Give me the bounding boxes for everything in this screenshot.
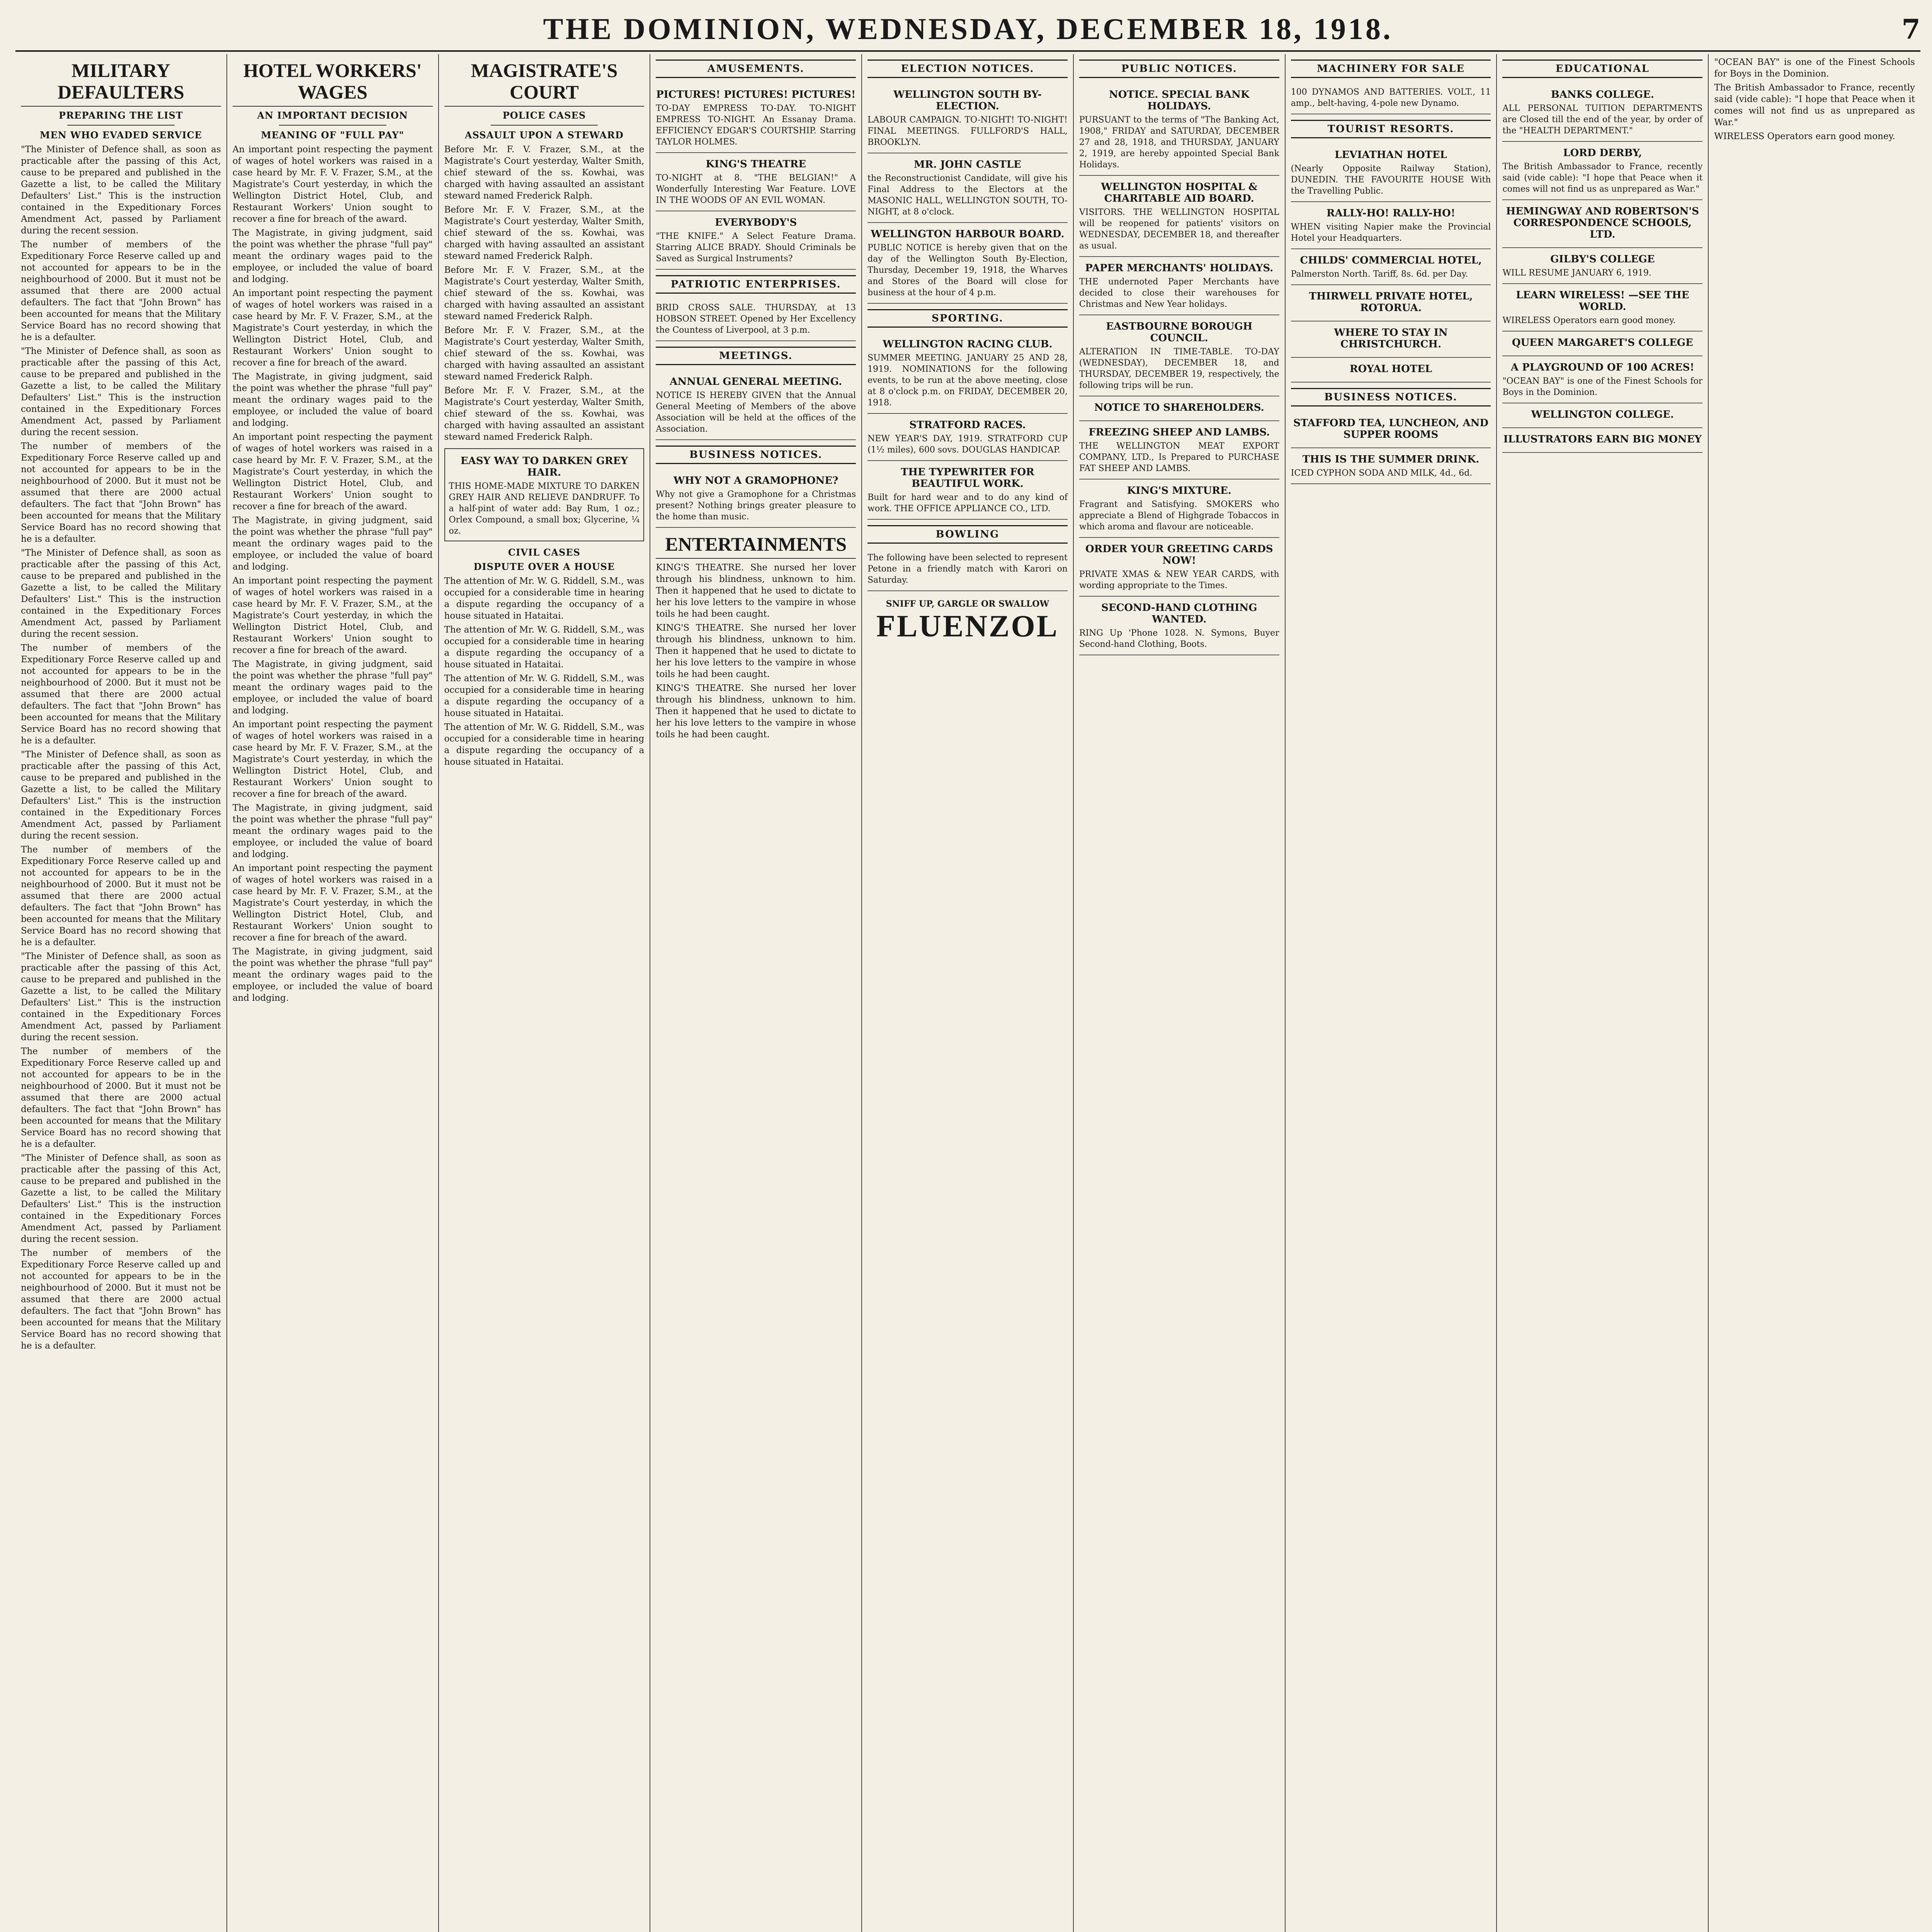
ad-text: WHEN visiting Napier make the Provincial Hotel your Headquarters. (1291, 222, 1491, 243)
ad-text: NEW YEAR'S DAY, 1919. STRATFORD CUP (1½ miles), 600 sovs. DOUGLAS HANDICAP. (867, 434, 1068, 455)
classified-ad (1079, 421, 1279, 480)
column-8 (1497, 54, 1709, 1932)
section-header: BUSINESS NOTICES. (1291, 388, 1491, 406)
classified-ad (867, 83, 1068, 153)
ad-heading: STAFFORD TEA, LUNCHEON, AND SUPPER ROOMS (1293, 417, 1488, 440)
ad-heading: PICTURES! PICTURES! PICTURES! (656, 89, 856, 100)
article-paragraph: An important point respecting the payment of wages of hotel workers was raised in a case heard by Mr. F. V. Frazer, S.M., at the Magistrate's Court yesterday, in which the Wellington District Hotel, Club, and Restaurant Workers' Union sought to recover a fine for breach of the award. (232, 576, 433, 655)
masthead (15, 8, 1920, 52)
page-columns (15, 54, 1920, 1932)
ad-text: VISITORS. THE WELLINGTON HOSPITAL will be reopened for patients' visitors on WEDNESDAY, DECEMBER 18, and thereafter as usual. (1079, 207, 1279, 251)
article-subheading: MEANING OF "FULL PAY" (261, 129, 404, 141)
ad-text: the Reconstructionist Candidate, will give his Final Address to the Electors at the MASONIC HALL, WELLINGTON SOUTH, TO-NIGHT, at 8 o'clock. (867, 173, 1068, 217)
article-paragraph: The Magistrate, in giving judgment, said the point was whether the phrase "full pay" meant the ordinary wages paid to the employee, or included the value of board and lodging. (232, 515, 433, 572)
classified-ad (1502, 332, 1702, 356)
ad-heading: BANKS COLLEGE. (1551, 89, 1654, 100)
ad-heading: MR. JOHN CASTLE (914, 159, 1021, 170)
article-subheading: AN IMPORTANT DECISION (257, 110, 408, 121)
article-paragraph: The Magistrate, in giving judgment, said the point was whether the phrase "full pay" meant the ordinary wages paid to the employee, or included the value of board and lodging. (232, 803, 433, 859)
ad-heading: WELLINGTON HARBOUR BOARD. (871, 228, 1065, 240)
ad-text: ICED CYPHON SODA AND MILK, 4d., 6d. (1291, 468, 1473, 478)
divider (279, 125, 386, 126)
ad-text: Built for hard wear and to do any kind of work. THE OFFICE APPLIANCE CO., LTD. (867, 493, 1068, 514)
classified-ad (1079, 538, 1279, 597)
section-headline: ENTERTAINMENTS (656, 533, 856, 559)
classified-ad (1502, 248, 1702, 284)
column-9 (1709, 54, 1920, 1932)
ad-heading: CHILDS' COMMERCIAL HOTEL, (1300, 255, 1482, 266)
ad-heading: HEMINGWAY AND ROBERTSON'S CORRESPONDENCE SCHOOLS, LTD. (1506, 206, 1699, 240)
article-paragraph: "The Minister of Defence shall, as soon as practicable after the passing of this Act, cause to be prepared and published in the Gazette a list, to be called the Military Defaulters' List." This is the instruction contained in the Expeditionary Forces Amendment Act, passed by Parliament during the recent session. (21, 951, 221, 1043)
ad-heading: RALLY-HO! RALLY-HO! (1326, 207, 1456, 219)
section-header: PATRIOTIC ENTERPRISES. (656, 275, 856, 294)
article-headline: HOTEL WORKERS' WAGES (233, 60, 433, 107)
ad-text: WIRELESS Operators earn good money. (1502, 316, 1676, 325)
divider (67, 125, 175, 126)
section-header: SPORTING. (867, 309, 1068, 328)
classified-ad (1079, 83, 1279, 176)
classified-ad (1291, 144, 1491, 202)
classified-ad (1079, 396, 1279, 421)
article-paragraph: The number of members of the Expeditionary Force Reserve called up and not accounted for appears to be in the neighbourhood of 2000. But it must not be assumed that there are 2000 actual defaulters. The fact that "John Brown" has been accounted for means that the Military Service Board has no record showing that he is a defaulter. (21, 1248, 221, 1351)
article-subheading: DISPUTE OVER A HOUSE (473, 561, 615, 572)
article-paragraph: An important point respecting the payment of wages of hotel workers was raised in a case heard by Mr. F. V. Frazer, S.M., at the Magistrate's Court yesterday, in which the Wellington District Hotel, Club, and Restaurant Workers' Union sought to recover a fine for breach of the award. (232, 145, 433, 224)
column-3 (439, 54, 651, 1932)
classified-ad (1291, 83, 1491, 114)
ad-text: Palmerston North. Tariff, 8s. 6d. per Day. (1291, 269, 1468, 279)
classified-ad (1502, 200, 1702, 248)
ad-text: THE WELLINGTON MEAT EXPORT COMPANY, LTD., Is Prepared to PURCHASE FAT SHEEP AND LAMBS. (1079, 441, 1279, 473)
ad-text: PRIVATE XMAS & NEW YEAR CARDS, with wording appropriate to the Times. (1079, 570, 1279, 590)
ad-text: Why not give a Gramophone for a Christmas present? Nothing brings greater pleasure to the home than music. (656, 490, 856, 522)
box-heading: EASY WAY TO DARKEN GREY HAIR. (460, 455, 628, 478)
ad-text: PUBLIC NOTICE is hereby given that on the day of the Wellington South By-Election, Thursday, December 19, 1918, the Wharves and Stores of the Board will close for business at the hour of 4 p.m. (867, 243, 1068, 298)
hair-mixture-box (444, 448, 645, 541)
fluenzol-logo: FLUENZOL (876, 609, 1059, 643)
classified-ad (1291, 358, 1491, 383)
ad-heading: ORDER YOUR GREETING CARDS NOW! (1085, 543, 1273, 566)
classified-ad (1502, 356, 1702, 403)
section-header: BUSINESS NOTICES. (656, 446, 856, 464)
ad-heading: WHERE TO STAY IN CHRISTCHURCH. (1334, 327, 1448, 350)
article-subheading: PREPARING THE LIST (59, 110, 183, 121)
article-paragraph: KING'S THEATRE. She nursed her lover through his blindness, unknown to him. Then it happened that he used to dictate to her his love letters to the vampire in whose toils he had been caught. (656, 563, 856, 619)
section-header: MEETINGS. (656, 347, 856, 365)
ad-heading: GILBY'S COLLEGE (1550, 253, 1655, 265)
classified-ad (1079, 597, 1279, 655)
ad-heading: EVERYBODY'S (715, 217, 797, 228)
classified-ad (1502, 428, 1702, 453)
ad-text: NOTICE IS HEREBY GIVEN that the Annual General Meeting of Members of the above Association will be held at the offices of the Association. (656, 391, 856, 434)
article-paragraph: The Magistrate, in giving judgment, said the point was whether the phrase "full pay" meant the ordinary wages paid to the employee, or included the value of board and lodging. (232, 228, 433, 284)
article-paragraph: The number of members of the Expeditionary Force Reserve called up and not accounted for appears to be in the neighbourhood of 2000. But it must not be assumed that there are 2000 actual defaulters. The fact that "John Brown" has been accounted for means that the Military Service Board has no record showing that he is a defaulter. (21, 1046, 221, 1149)
column-7 (1286, 54, 1497, 1932)
ad-text: PURSUANT to the terms of "The Banking Act, 1908," FRIDAY and SATURDAY, DECEMBER 27 and 28, 1918, and THURSDAY, JANUARY 2, 1919, are hereby appointed Special Bank Holidays. (1079, 115, 1279, 170)
article-paragraph: "The Minister of Defence shall, as soon as practicable after the passing of this Act, cause to be prepared and published in the Gazette a list, to be called the Military Defaulters' List." This is the instruction contained in the Expeditionary Forces Amendment Act, passed by Parliament during the recent session. (21, 750, 221, 841)
classified-ad (1079, 315, 1279, 396)
ad-heading: STRATFORD RACES. (909, 419, 1026, 431)
column-1 (15, 54, 227, 1932)
classified-ad (1291, 412, 1491, 448)
article-paragraph: The attention of Mr. W. G. Riddell, S.M., was occupied for a considerable time in hearing a dispute regarding the occupancy of a house situated in Hataitai. (444, 625, 645, 670)
article-paragraph: An important point respecting the payment of wages of hotel workers was raised in a case heard by Mr. F. V. Frazer, S.M., at the Magistrate's Court yesterday, in which the Wellington District Hotel, Club, and Restaurant Workers' Union sought to recover a fine for breach of the award. (232, 719, 433, 799)
ad-text: WILL RESUME JANUARY 6, 1919. (1502, 268, 1651, 278)
article-paragraph: The Magistrate, in giving judgment, said the point was whether the phrase "full pay" meant the ordinary wages paid to the employee, or included the value of board and lodging. (232, 372, 433, 428)
ad-text: (Nearly Opposite Railway Station), DUNEDIN. THE FAVOURITE HOUSE With the Travelling Public. (1291, 164, 1491, 196)
ad-text: The following have been selected to represent Petone in a friendly match with Karori on Saturday. (867, 553, 1068, 585)
ad-text: TO-NIGHT at 8. "THE BELGIAN!" A Wonderfully Interesting War Feature. LOVE IN THE WOODS OF AN EVIL WOMAN. (656, 173, 856, 205)
article-paragraph: Before Mr. F. V. Frazer, S.M., at the Magistrate's Court yesterday, Walter Smith, chief steward of the ss. Kowhai, was charged with having assaulted an assistant steward named Frederick Ralph. (444, 205, 645, 261)
section-header: BOWLING (867, 525, 1068, 544)
classified-ad (1079, 480, 1279, 538)
ad-text: ALL PERSONAL TUITION DEPARTMENTS are Closed till the end of the year, by order of the "HEALTH DEPARTMENT." (1502, 104, 1703, 136)
article-paragraph: The number of members of the Expeditionary Force Reserve called up and not accounted for appears to be in the neighbourhood of 2000. But it must not be assumed that there are 2000 actual defaulters. The fact that "John Brown" has been accounted for means that the Military Service Board has no record showing that he is a defaulter. (21, 240, 221, 342)
ad-text: ALTERATION IN TIME-TABLE. TO-DAY (WEDNESDAY), DECEMBER 18, and THURSDAY, DECEMBER 19, respectively, the following trips will be run. (1079, 347, 1279, 390)
classified-ad (656, 83, 856, 153)
article-subheading: ASSAULT UPON A STEWARD (465, 129, 624, 141)
classified-ad (1502, 83, 1702, 142)
article-paragraph: The number of members of the Expeditionary Force Reserve called up and not accounted for appears to be in the neighbourhood of 2000. But it must not be assumed that there are 2000 actual defaulters. The fact that "John Brown" has been accounted for means that the Military Service Board has no record showing that he is a defaulter. (21, 643, 221, 746)
section-header: AMUSEMENTS. (656, 60, 856, 78)
article-paragraph: KING'S THEATRE. She nursed her lover through his blindness, unknown to him. Then it happened that he used to dictate to her his love letters to the vampire in whose toils he had been caught. (656, 683, 856, 740)
section-header: TOURIST RESORTS. (1291, 120, 1491, 138)
column-6 (1074, 54, 1286, 1932)
article-headline: MILITARY DEFAULTERS (21, 60, 221, 107)
ad-heading: LEARN WIRELESS! —SEE THE WORLD. (1516, 289, 1689, 313)
ad-heading: ILLUSTRATORS EARN BIG MONEY (1503, 434, 1702, 445)
classified-ad (656, 469, 856, 528)
ad-heading: NOTICE. SPECIAL BANK HOLIDAYS. (1109, 89, 1250, 112)
article-paragraph: The Magistrate, in giving judgment, said the point was whether the phrase "full pay" meant the ordinary wages paid to the employee, or included the value of board and lodging. (232, 659, 433, 716)
box-text: THIS HOME-MADE MIXTURE TO DARKEN GREY HAIR AND RELIEVE DANDRUFF. To a half-pint of water add: Bay Rum, 1 oz.; Orlex Compound, a small box; Glycerine, ¼ oz. (449, 481, 640, 536)
column-4 (650, 54, 862, 1932)
ad-text: BRID CROSS SALE. THURSDAY, at 13 HOBSON STREET. Opened by Her Excellency the Countess of Liverpool, at 3 p.m. (656, 303, 856, 335)
ad-heading: ROYAL HOTEL (1349, 363, 1432, 375)
classified-ad (656, 211, 856, 270)
ad-heading: WELLINGTON RACING CLUB. (883, 338, 1053, 350)
article-paragraph: An important point respecting the payment of wages of hotel workers was raised in a case heard by Mr. F. V. Frazer, S.M., at the Magistrate's Court yesterday, in which the Wellington District Hotel, Club, and Restaurant Workers' Union sought to recover a fine for breach of the award. (232, 288, 433, 368)
ad-text: SUMMER MEETING. JANUARY 25 AND 28, 1919. NOMINATIONS for the following events, to be run at the above meeting, close at 8 o'clock p.m. on FRIDAY, DECEMBER 20, 1918. (867, 353, 1068, 408)
article-paragraph: "The Minister of Defence shall, as soon as practicable after the passing of this Act, cause to be prepared and published in the Gazette a list, to be called the Military Defaulters' List." This is the instruction contained in the Expeditionary Forces Amendment Act, passed by Parliament during the recent session. (21, 145, 221, 236)
fluenzol-ad (867, 599, 1068, 644)
article-headline: MAGISTRATE'S COURT (444, 60, 645, 107)
ad-text: The British Ambassador to France, recently said (vide cable): "I hope that Peace when it comes will not find us as unprepared as War." (1502, 162, 1703, 194)
classified-ad (1079, 176, 1279, 257)
ad-heading: THIS IS THE SUMMER DRINK. (1302, 454, 1480, 465)
article-subheading: CIVIL CASES (508, 547, 580, 558)
article-paragraph: The number of members of the Expeditionary Force Reserve called up and not accounted for appears to be in the neighbourhood of 2000. But it must not be assumed that there are 2000 actual defaulters. The fact that "John Brown" has been accounted for means that the Military Service Board has no record showing that he is a defaulter. (21, 845, 221, 947)
classified-ad (1291, 285, 1491, 321)
newspaper-title: THE DOMINION, WEDNESDAY, DECEMBER 18, 1918. (543, 12, 1393, 46)
classified-ad (656, 299, 856, 341)
article-paragraph: The attention of Mr. W. G. Riddell, S.M., was occupied for a considerable time in hearing a dispute regarding the occupancy of a house situated in Hataitai. (444, 673, 645, 718)
ad-heading: KING'S MIXTURE. (1127, 485, 1231, 497)
ad-heading: FREEZING SHEEP AND LAMBS. (1088, 427, 1270, 438)
section-header: EDUCATIONAL (1502, 60, 1702, 78)
article-paragraph: "The Minister of Defence shall, as soon as practicable after the passing of this Act, cause to be prepared and published in the Gazette a list, to be called the Military Defaulters' List." This is the instruction contained in the Expeditionary Forces Amendment Act, passed by Parliament during the recent session. (21, 548, 221, 639)
ad-text: TO-DAY EMPRESS TO-DAY. TO-NIGHT EMPRESS TO-NIGHT. An Essanay Drama. EFFICIENCY EDGAR'S COURTSHIP. Starring TAYLOR HOLMES. (656, 104, 856, 147)
ad-heading: THE TYPEWRITER FOR BEAUTIFUL WORK. (901, 466, 1034, 490)
section-header: ELECTION NOTICES. (867, 60, 1068, 78)
article-paragraph: The number of members of the Expeditionary Force Reserve called up and not accounted for appears to be in the neighbourhood of 2000. But it must not be assumed that there are 2000 actual defaulters. The fact that "John Brown" has been accounted for means that the Military Service Board has no record showing that he is a defaulter. (21, 441, 221, 544)
article-paragraph: An important point respecting the payment of wages of hotel workers was raised in a case heard by Mr. F. V. Frazer, S.M., at the Magistrate's Court yesterday, in which the Wellington District Hotel, Club, and Restaurant Workers' Union sought to recover a fine for breach of the award. (232, 863, 433, 943)
classified-ad (867, 549, 1068, 591)
classified-ad (656, 153, 856, 211)
page-number: 7 (1901, 13, 1920, 45)
section-header: PUBLIC NOTICES. (1079, 60, 1279, 78)
ad-text: THE undernoted Paper Merchants have decided to close their warehouses for Christmas and New Year holidays. (1079, 277, 1279, 309)
article-paragraph: Before Mr. F. V. Frazer, S.M., at the Magistrate's Court yesterday, Walter Smith, chief steward of the ss. Kowhai, was charged with having assaulted an assistant steward named Frederick Ralph. (444, 145, 645, 201)
classified-ad (867, 153, 1068, 223)
classified-ad (1291, 249, 1491, 285)
ad-heading: WHY NOT A GRAMOPHONE? (673, 475, 838, 486)
ad-heading: PAPER MERCHANTS' HOLIDAYS. (1085, 262, 1274, 274)
article-paragraph: WIRELESS Operators earn good money. (1714, 131, 1895, 141)
ad-heading: SECOND-HAND CLOTHING WANTED. (1101, 602, 1257, 625)
article-paragraph: "The Minister of Defence shall, as soon as practicable after the passing of this Act, cause to be prepared and published in the Gazette a list, to be called the Military Defaulters' List." This is the instruction contained in the Expeditionary Forces Amendment Act, passed by Parliament during the recent session. (21, 1153, 221, 1244)
ad-text: Fragrant and Satisfying. SMOKERS who appreciate a Blend of Highgrade Tobaccos in which aroma and flavour are noticeable. (1079, 500, 1279, 532)
classified-ad (867, 333, 1068, 414)
ad-heading: QUEEN MARGARET'S COLLEGE (1512, 337, 1693, 349)
ad-heading: NOTICE TO SHAREHOLDERS. (1094, 402, 1264, 413)
ad-text: 100 DYNAMOS AND BATTERIES. VOLT., 11 amp., belt-having, 4-pole new Dynamo. (1291, 87, 1491, 108)
classified-ad (867, 461, 1068, 520)
classified-ad (1291, 321, 1491, 358)
ad-heading: ANNUAL GENERAL MEETING. (670, 376, 842, 388)
article-paragraph: Before Mr. F. V. Frazer, S.M., at the Magistrate's Court yesterday, Walter Smith, chief steward of the ss. Kowhai, was charged with having assaulted an assistant steward named Frederick Ralph. (444, 265, 645, 321)
article-paragraph: Before Mr. F. V. Frazer, S.M., at the Magistrate's Court yesterday, Walter Smith, chief steward of the ss. Kowhai, was charged with having assaulted an assistant steward named Frederick Ralph. (444, 325, 645, 382)
fluenzol-tagline: SNIFF UP, GARGLE OR SWALLOW (886, 599, 1049, 609)
ad-heading: THIRWELL PRIVATE HOTEL, ROTORUA. (1309, 291, 1473, 314)
article-subheading: POLICE CASES (502, 110, 586, 121)
article-paragraph: KING'S THEATRE. She nursed her lover through his blindness, unknown to him. Then it happened that he used to dictate to her his love letters to the vampire in whose toils he had been caught. (656, 623, 856, 679)
article-paragraph: The attention of Mr. W. G. Riddell, S.M., was occupied for a considerable time in hearing a dispute regarding the occupancy of a house situated in Hataitai. (444, 722, 645, 767)
classified-ad (1079, 257, 1279, 315)
ad-heading: A PLAYGROUND OF 100 ACRES! (1510, 362, 1694, 373)
article-subheading: MEN WHO EVADED SERVICE (39, 129, 202, 141)
ad-heading: KING'S THEATRE (706, 158, 806, 170)
article-paragraph: An important point respecting the payment of wages of hotel workers was raised in a case heard by Mr. F. V. Frazer, S.M., at the Magistrate's Court yesterday, in which the Wellington District Hotel, Club, and Restaurant Workers' Union sought to recover a fine for breach of the award. (232, 432, 433, 512)
article-paragraph: Before Mr. F. V. Frazer, S.M., at the Magistrate's Court yesterday, Walter Smith, chief steward of the ss. Kowhai, was charged with having assaulted an assistant steward named Frederick Ralph. (444, 386, 645, 442)
ad-heading: EASTBOURNE BOROUGH COUNCIL. (1106, 321, 1253, 344)
column-5 (862, 54, 1074, 1932)
ad-heading: WELLINGTON HOSPITAL & CHARITABLE AID BOARD. (1101, 181, 1258, 204)
ad-heading: LEVIATHAN HOTEL (1335, 149, 1447, 161)
ad-heading: WELLINGTON COLLEGE. (1531, 409, 1674, 420)
classified-ad (656, 371, 856, 440)
ad-text: "THE KNIFE." A Select Feature Drama. Starring ALICE BRADY. Should Criminals be Saved as Surgical Instruments? (656, 231, 856, 264)
classified-ad (1502, 284, 1702, 332)
ad-text: RING Up 'Phone 1028. N. Symons, Buyer Second-hand Clothing, Boots. (1079, 628, 1279, 649)
classified-ad (1291, 448, 1491, 484)
ad-heading: WELLINGTON SOUTH BY-ELECTION. (893, 89, 1042, 112)
article-paragraph: The attention of Mr. W. G. Riddell, S.M., was occupied for a considerable time in hearing a dispute regarding the occupancy of a house situated in Hataitai. (444, 576, 645, 621)
classified-ad (1291, 202, 1491, 249)
ad-heading: LORD DERBY, (1563, 147, 1642, 159)
divider (491, 125, 598, 126)
classified-ad (867, 414, 1068, 461)
classified-ad (1502, 403, 1702, 428)
article-paragraph: The Magistrate, in giving judgment, said the point was whether the phrase "full pay" meant the ordinary wages paid to the employee, or included the value of board and lodging. (232, 947, 433, 1003)
classified-ad (867, 223, 1068, 304)
article-paragraph: "OCEAN BAY" is one of the Finest Schools for Boys in the Dominion. (1714, 57, 1915, 79)
ad-text: LABOUR CAMPAIGN. TO-NIGHT! TO-NIGHT! FINAL MEETINGS. FULLFORD'S HALL, BROOKLYN. (867, 115, 1068, 147)
classified-ad (1502, 142, 1702, 200)
ad-text: "OCEAN BAY" is one of the Finest Schools for Boys in the Dominion. (1502, 376, 1703, 397)
section-header: MACHINERY FOR SALE (1291, 60, 1491, 78)
article-paragraph: "The Minister of Defence shall, as soon as practicable after the passing of this Act, cause to be prepared and published in the Gazette a list, to be called the Military Defaulters' List." This is the instruction contained in the Expeditionary Forces Amendment Act, passed by Parliament during the recent session. (21, 346, 221, 437)
column-2 (227, 54, 439, 1932)
article-paragraph: The British Ambassador to France, recently said (vide cable): "I hope that Peace when it comes will not find us as unprepared as War." (1714, 83, 1915, 128)
